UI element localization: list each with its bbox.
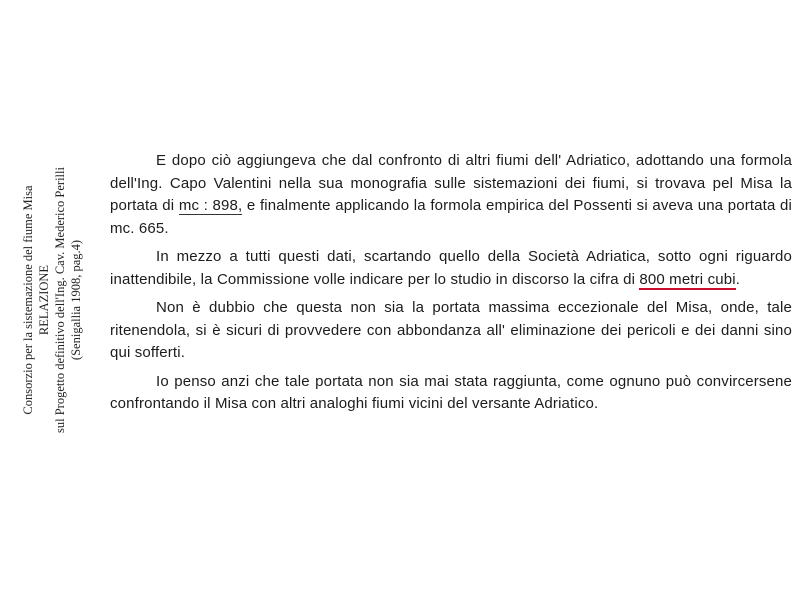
document-excerpt xyxy=(110,150,792,416)
underlined-value-898: mc : 898, xyxy=(178,197,243,214)
paragraph-2 xyxy=(110,246,792,291)
side-caption-text xyxy=(20,130,84,470)
paragraph-1 xyxy=(110,150,792,240)
paragraph-3-text: Non è dubbio che questa non sia la portata massima eccezionale del Misa, onde, tale ritenendola, si è sicuri di provvedere con abbondanza all' eliminazione dei pericoli e dei danni sino qui sofferti. xyxy=(110,299,792,361)
paragraph-2-text-before: In mezzo a tutti questi dati, scartando quello della Società Adriatica, sotto ogni riguardo inattendibile, la Commissione volle indicare per lo studio in discorso la cifra di xyxy=(110,248,792,288)
caption-line-organization: Consorzio per la sistemazione del fiume Misa xyxy=(21,185,35,415)
caption-line-project: sul Progetto definitivo dell'Ing. Cav. Mederico Perilli xyxy=(53,167,67,433)
caption-line-title: RELAZIONE xyxy=(37,264,51,336)
paragraph-4-text: Io penso anzi che tale portata non sia mai stata raggiunta, come ognuno può convircersene confrontando il Misa con altri analoghi fiumi vicini del versante Adriatico. xyxy=(110,372,792,412)
paragraph-2-text-after: . xyxy=(735,270,741,288)
side-caption xyxy=(6,130,98,470)
paragraph-1-text-before: E dopo ciò aggiungeva che dal confronto di altri fiumi dell' Adriatico, adottando una formola dell'Ing. Capo Valentini nella sua monografia sulle sistemazioni dei fiumi, si trovava pel Misa la portata di xyxy=(110,152,792,214)
paragraph-1-text-after: e finalmente applicando la formola empirica del Possenti si aveva una portata di mc. 665. xyxy=(110,197,792,237)
highlighted-800-metri-cubi: 800 metri cubi xyxy=(639,270,736,288)
caption-line-source: (Senigallia 1908, pag.4) xyxy=(69,239,83,361)
paragraph-3 xyxy=(110,297,792,365)
paragraph-4 xyxy=(110,371,792,416)
